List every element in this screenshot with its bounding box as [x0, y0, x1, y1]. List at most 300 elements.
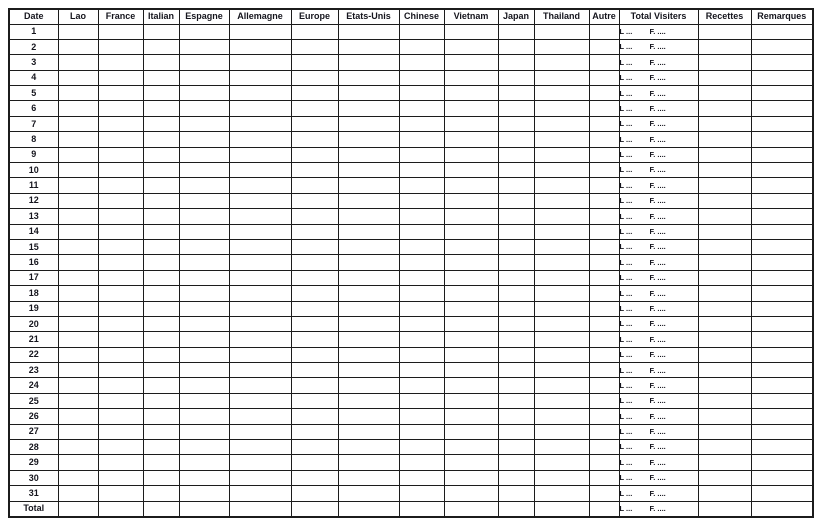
- entry-cell-etats-unis[interactable]: [338, 86, 399, 101]
- entry-cell-espagne[interactable]: [179, 440, 229, 455]
- total-visiters-cell[interactable]: [619, 132, 698, 147]
- entry-cell-vietnam[interactable]: [444, 255, 498, 270]
- entry-cell-allemagne[interactable]: [229, 455, 291, 470]
- entry-cell-chinese[interactable]: [399, 470, 444, 485]
- entry-cell-japan[interactable]: [498, 332, 534, 347]
- entry-cell-autre[interactable]: [589, 24, 619, 39]
- total-visiters-cell[interactable]: [619, 209, 698, 224]
- entry-cell-lao[interactable]: [58, 132, 98, 147]
- entry-cell-etats-unis[interactable]: [338, 193, 399, 208]
- entry-cell-chinese[interactable]: [399, 132, 444, 147]
- entry-cell-remarques[interactable]: [751, 178, 813, 193]
- entry-cell-autre[interactable]: [589, 332, 619, 347]
- entry-cell-chinese[interactable]: [399, 163, 444, 178]
- entry-cell-europe[interactable]: [291, 239, 338, 254]
- entry-cell-italian[interactable]: [143, 301, 179, 316]
- entry-cell-japan[interactable]: [498, 132, 534, 147]
- entry-cell-etats-unis[interactable]: [338, 286, 399, 301]
- entry-cell-espagne[interactable]: [179, 424, 229, 439]
- entry-cell-chinese[interactable]: [399, 147, 444, 162]
- entry-cell-lao[interactable]: [58, 332, 98, 347]
- entry-cell-japan[interactable]: [498, 270, 534, 285]
- entry-cell-france[interactable]: [98, 301, 143, 316]
- entry-cell-remarques[interactable]: [751, 501, 813, 516]
- entry-cell-vietnam[interactable]: [444, 378, 498, 393]
- entry-cell-japan[interactable]: [498, 239, 534, 254]
- entry-cell-japan[interactable]: [498, 316, 534, 331]
- entry-cell-vietnam[interactable]: [444, 332, 498, 347]
- entry-cell-vietnam[interactable]: [444, 501, 498, 516]
- entry-cell-france[interactable]: [98, 501, 143, 516]
- entry-cell-espagne[interactable]: [179, 193, 229, 208]
- entry-cell-espagne[interactable]: [179, 363, 229, 378]
- entry-cell-allemagne[interactable]: [229, 70, 291, 85]
- entry-cell-japan[interactable]: [498, 86, 534, 101]
- entry-cell-allemagne[interactable]: [229, 424, 291, 439]
- entry-cell-recettes[interactable]: [698, 409, 751, 424]
- entry-cell-japan[interactable]: [498, 424, 534, 439]
- entry-cell-italian[interactable]: [143, 39, 179, 54]
- entry-cell-france[interactable]: [98, 440, 143, 455]
- entry-cell-france[interactable]: [98, 286, 143, 301]
- entry-cell-remarques[interactable]: [751, 163, 813, 178]
- entry-cell-italian[interactable]: [143, 101, 179, 116]
- total-visiters-cell[interactable]: [619, 116, 698, 131]
- entry-cell-etats-unis[interactable]: [338, 393, 399, 408]
- entry-cell-espagne[interactable]: [179, 239, 229, 254]
- entry-cell-recettes[interactable]: [698, 224, 751, 239]
- entry-cell-japan[interactable]: [498, 301, 534, 316]
- entry-cell-chinese[interactable]: [399, 55, 444, 70]
- entry-cell-thailand[interactable]: [534, 55, 589, 70]
- entry-cell-france[interactable]: [98, 55, 143, 70]
- entry-cell-vietnam[interactable]: [444, 363, 498, 378]
- entry-cell-thailand[interactable]: [534, 440, 589, 455]
- entry-cell-lao[interactable]: [58, 101, 98, 116]
- entry-cell-europe[interactable]: [291, 209, 338, 224]
- entry-cell-allemagne[interactable]: [229, 101, 291, 116]
- entry-cell-thailand[interactable]: [534, 270, 589, 285]
- entry-cell-italian[interactable]: [143, 209, 179, 224]
- entry-cell-autre[interactable]: [589, 209, 619, 224]
- entry-cell-europe[interactable]: [291, 470, 338, 485]
- entry-cell-recettes[interactable]: [698, 193, 751, 208]
- entry-cell-espagne[interactable]: [179, 163, 229, 178]
- entry-cell-lao[interactable]: [58, 316, 98, 331]
- entry-cell-espagne[interactable]: [179, 86, 229, 101]
- entry-cell-france[interactable]: [98, 424, 143, 439]
- entry-cell-remarques[interactable]: [751, 147, 813, 162]
- entry-cell-recettes[interactable]: [698, 501, 751, 516]
- entry-cell-europe[interactable]: [291, 70, 338, 85]
- entry-cell-recettes[interactable]: [698, 363, 751, 378]
- entry-cell-espagne[interactable]: [179, 486, 229, 501]
- total-visiters-cell[interactable]: [619, 101, 698, 116]
- entry-cell-allemagne[interactable]: [229, 178, 291, 193]
- entry-cell-france[interactable]: [98, 455, 143, 470]
- total-visiters-cell[interactable]: [619, 178, 698, 193]
- entry-cell-france[interactable]: [98, 86, 143, 101]
- entry-cell-espagne[interactable]: [179, 39, 229, 54]
- entry-cell-recettes[interactable]: [698, 101, 751, 116]
- entry-cell-chinese[interactable]: [399, 393, 444, 408]
- entry-cell-thailand[interactable]: [534, 132, 589, 147]
- entry-cell-etats-unis[interactable]: [338, 301, 399, 316]
- entry-cell-recettes[interactable]: [698, 39, 751, 54]
- total-visiters-cell[interactable]: [619, 255, 698, 270]
- entry-cell-chinese[interactable]: [399, 39, 444, 54]
- entry-cell-japan[interactable]: [498, 470, 534, 485]
- entry-cell-lao[interactable]: [58, 24, 98, 39]
- entry-cell-chinese[interactable]: [399, 101, 444, 116]
- entry-cell-recettes[interactable]: [698, 255, 751, 270]
- entry-cell-remarques[interactable]: [751, 55, 813, 70]
- entry-cell-thailand[interactable]: [534, 24, 589, 39]
- entry-cell-thailand[interactable]: [534, 501, 589, 516]
- entry-cell-japan[interactable]: [498, 363, 534, 378]
- entry-cell-lao[interactable]: [58, 270, 98, 285]
- entry-cell-italian[interactable]: [143, 270, 179, 285]
- entry-cell-recettes[interactable]: [698, 163, 751, 178]
- entry-cell-remarques[interactable]: [751, 255, 813, 270]
- entry-cell-france[interactable]: [98, 332, 143, 347]
- entry-cell-autre[interactable]: [589, 347, 619, 362]
- entry-cell-allemagne[interactable]: [229, 116, 291, 131]
- entry-cell-recettes[interactable]: [698, 424, 751, 439]
- total-visiters-cell[interactable]: [619, 393, 698, 408]
- entry-cell-remarques[interactable]: [751, 332, 813, 347]
- entry-cell-vietnam[interactable]: [444, 347, 498, 362]
- entry-cell-italian[interactable]: [143, 224, 179, 239]
- entry-cell-etats-unis[interactable]: [338, 501, 399, 516]
- entry-cell-recettes[interactable]: [698, 270, 751, 285]
- entry-cell-france[interactable]: [98, 470, 143, 485]
- entry-cell-france[interactable]: [98, 147, 143, 162]
- entry-cell-lao[interactable]: [58, 116, 98, 131]
- entry-cell-japan[interactable]: [498, 101, 534, 116]
- entry-cell-europe[interactable]: [291, 378, 338, 393]
- entry-cell-italian[interactable]: [143, 255, 179, 270]
- entry-cell-etats-unis[interactable]: [338, 332, 399, 347]
- entry-cell-espagne[interactable]: [179, 501, 229, 516]
- entry-cell-espagne[interactable]: [179, 101, 229, 116]
- entry-cell-allemagne[interactable]: [229, 470, 291, 485]
- entry-cell-autre[interactable]: [589, 440, 619, 455]
- entry-cell-recettes[interactable]: [698, 440, 751, 455]
- entry-cell-remarques[interactable]: [751, 470, 813, 485]
- entry-cell-vietnam[interactable]: [444, 132, 498, 147]
- entry-cell-france[interactable]: [98, 209, 143, 224]
- total-visiters-cell[interactable]: [619, 55, 698, 70]
- total-visiters-cell[interactable]: [619, 501, 698, 516]
- entry-cell-lao[interactable]: [58, 347, 98, 362]
- entry-cell-japan[interactable]: [498, 440, 534, 455]
- entry-cell-remarques[interactable]: [751, 101, 813, 116]
- entry-cell-recettes[interactable]: [698, 116, 751, 131]
- entry-cell-chinese[interactable]: [399, 86, 444, 101]
- entry-cell-lao[interactable]: [58, 255, 98, 270]
- entry-cell-italian[interactable]: [143, 147, 179, 162]
- entry-cell-europe[interactable]: [291, 255, 338, 270]
- entry-cell-espagne[interactable]: [179, 393, 229, 408]
- entry-cell-europe[interactable]: [291, 501, 338, 516]
- entry-cell-allemagne[interactable]: [229, 55, 291, 70]
- entry-cell-france[interactable]: [98, 255, 143, 270]
- entry-cell-europe[interactable]: [291, 132, 338, 147]
- entry-cell-autre[interactable]: [589, 270, 619, 285]
- entry-cell-france[interactable]: [98, 363, 143, 378]
- entry-cell-chinese[interactable]: [399, 363, 444, 378]
- entry-cell-chinese[interactable]: [399, 347, 444, 362]
- entry-cell-vietnam[interactable]: [444, 101, 498, 116]
- entry-cell-france[interactable]: [98, 239, 143, 254]
- entry-cell-remarques[interactable]: [751, 409, 813, 424]
- entry-cell-espagne[interactable]: [179, 347, 229, 362]
- entry-cell-lao[interactable]: [58, 163, 98, 178]
- entry-cell-italian[interactable]: [143, 316, 179, 331]
- entry-cell-allemagne[interactable]: [229, 39, 291, 54]
- entry-cell-chinese[interactable]: [399, 70, 444, 85]
- entry-cell-allemagne[interactable]: [229, 409, 291, 424]
- entry-cell-remarques[interactable]: [751, 455, 813, 470]
- entry-cell-recettes[interactable]: [698, 132, 751, 147]
- entry-cell-chinese[interactable]: [399, 316, 444, 331]
- entry-cell-thailand[interactable]: [534, 455, 589, 470]
- entry-cell-vietnam[interactable]: [444, 70, 498, 85]
- entry-cell-japan[interactable]: [498, 39, 534, 54]
- entry-cell-remarques[interactable]: [751, 239, 813, 254]
- entry-cell-europe[interactable]: [291, 316, 338, 331]
- entry-cell-france[interactable]: [98, 101, 143, 116]
- entry-cell-chinese[interactable]: [399, 455, 444, 470]
- entry-cell-etats-unis[interactable]: [338, 70, 399, 85]
- entry-cell-france[interactable]: [98, 486, 143, 501]
- entry-cell-chinese[interactable]: [399, 424, 444, 439]
- entry-cell-etats-unis[interactable]: [338, 147, 399, 162]
- entry-cell-etats-unis[interactable]: [338, 440, 399, 455]
- entry-cell-thailand[interactable]: [534, 255, 589, 270]
- entry-cell-remarques[interactable]: [751, 70, 813, 85]
- entry-cell-thailand[interactable]: [534, 70, 589, 85]
- entry-cell-autre[interactable]: [589, 424, 619, 439]
- entry-cell-allemagne[interactable]: [229, 332, 291, 347]
- entry-cell-remarques[interactable]: [751, 286, 813, 301]
- entry-cell-thailand[interactable]: [534, 332, 589, 347]
- total-visiters-cell[interactable]: [619, 363, 698, 378]
- entry-cell-recettes[interactable]: [698, 55, 751, 70]
- entry-cell-autre[interactable]: [589, 255, 619, 270]
- entry-cell-vietnam[interactable]: [444, 163, 498, 178]
- total-visiters-cell[interactable]: [619, 86, 698, 101]
- entry-cell-lao[interactable]: [58, 501, 98, 516]
- entry-cell-espagne[interactable]: [179, 378, 229, 393]
- entry-cell-etats-unis[interactable]: [338, 132, 399, 147]
- entry-cell-italian[interactable]: [143, 378, 179, 393]
- entry-cell-vietnam[interactable]: [444, 424, 498, 439]
- entry-cell-italian[interactable]: [143, 440, 179, 455]
- entry-cell-espagne[interactable]: [179, 286, 229, 301]
- entry-cell-espagne[interactable]: [179, 209, 229, 224]
- entry-cell-vietnam[interactable]: [444, 147, 498, 162]
- entry-cell-europe[interactable]: [291, 101, 338, 116]
- entry-cell-espagne[interactable]: [179, 116, 229, 131]
- entry-cell-remarques[interactable]: [751, 132, 813, 147]
- entry-cell-remarques[interactable]: [751, 393, 813, 408]
- entry-cell-remarques[interactable]: [751, 193, 813, 208]
- entry-cell-thailand[interactable]: [534, 393, 589, 408]
- entry-cell-france[interactable]: [98, 378, 143, 393]
- entry-cell-allemagne[interactable]: [229, 86, 291, 101]
- entry-cell-france[interactable]: [98, 178, 143, 193]
- entry-cell-autre[interactable]: [589, 116, 619, 131]
- entry-cell-chinese[interactable]: [399, 332, 444, 347]
- entry-cell-europe[interactable]: [291, 163, 338, 178]
- entry-cell-autre[interactable]: [589, 486, 619, 501]
- entry-cell-thailand[interactable]: [534, 101, 589, 116]
- entry-cell-vietnam[interactable]: [444, 239, 498, 254]
- entry-cell-recettes[interactable]: [698, 86, 751, 101]
- entry-cell-thailand[interactable]: [534, 193, 589, 208]
- entry-cell-lao[interactable]: [58, 486, 98, 501]
- total-visiters-cell[interactable]: [619, 286, 698, 301]
- entry-cell-etats-unis[interactable]: [338, 224, 399, 239]
- entry-cell-allemagne[interactable]: [229, 347, 291, 362]
- entry-cell-japan[interactable]: [498, 209, 534, 224]
- entry-cell-autre[interactable]: [589, 132, 619, 147]
- entry-cell-allemagne[interactable]: [229, 301, 291, 316]
- entry-cell-japan[interactable]: [498, 178, 534, 193]
- entry-cell-autre[interactable]: [589, 409, 619, 424]
- entry-cell-etats-unis[interactable]: [338, 101, 399, 116]
- entry-cell-espagne[interactable]: [179, 316, 229, 331]
- entry-cell-espagne[interactable]: [179, 409, 229, 424]
- entry-cell-etats-unis[interactable]: [338, 209, 399, 224]
- total-visiters-cell[interactable]: [619, 316, 698, 331]
- entry-cell-recettes[interactable]: [698, 239, 751, 254]
- entry-cell-thailand[interactable]: [534, 316, 589, 331]
- entry-cell-etats-unis[interactable]: [338, 316, 399, 331]
- total-visiters-cell[interactable]: [619, 147, 698, 162]
- entry-cell-chinese[interactable]: [399, 24, 444, 39]
- total-visiters-cell[interactable]: [619, 347, 698, 362]
- total-visiters-cell[interactable]: [619, 239, 698, 254]
- entry-cell-italian[interactable]: [143, 163, 179, 178]
- total-visiters-cell[interactable]: [619, 424, 698, 439]
- entry-cell-espagne[interactable]: [179, 147, 229, 162]
- entry-cell-recettes[interactable]: [698, 209, 751, 224]
- entry-cell-allemagne[interactable]: [229, 163, 291, 178]
- entry-cell-lao[interactable]: [58, 424, 98, 439]
- total-visiters-cell[interactable]: [619, 39, 698, 54]
- entry-cell-japan[interactable]: [498, 393, 534, 408]
- entry-cell-europe[interactable]: [291, 147, 338, 162]
- entry-cell-vietnam[interactable]: [444, 116, 498, 131]
- entry-cell-recettes[interactable]: [698, 347, 751, 362]
- entry-cell-recettes[interactable]: [698, 286, 751, 301]
- entry-cell-europe[interactable]: [291, 393, 338, 408]
- entry-cell-autre[interactable]: [589, 301, 619, 316]
- entry-cell-vietnam[interactable]: [444, 409, 498, 424]
- entry-cell-etats-unis[interactable]: [338, 163, 399, 178]
- entry-cell-vietnam[interactable]: [444, 24, 498, 39]
- entry-cell-lao[interactable]: [58, 393, 98, 408]
- entry-cell-japan[interactable]: [498, 347, 534, 362]
- entry-cell-autre[interactable]: [589, 501, 619, 516]
- entry-cell-europe[interactable]: [291, 409, 338, 424]
- entry-cell-autre[interactable]: [589, 193, 619, 208]
- entry-cell-lao[interactable]: [58, 409, 98, 424]
- entry-cell-remarques[interactable]: [751, 486, 813, 501]
- entry-cell-allemagne[interactable]: [229, 316, 291, 331]
- total-visiters-cell[interactable]: [619, 24, 698, 39]
- entry-cell-recettes[interactable]: [698, 24, 751, 39]
- entry-cell-allemagne[interactable]: [229, 239, 291, 254]
- entry-cell-thailand[interactable]: [534, 178, 589, 193]
- entry-cell-chinese[interactable]: [399, 255, 444, 270]
- entry-cell-etats-unis[interactable]: [338, 116, 399, 131]
- entry-cell-japan[interactable]: [498, 501, 534, 516]
- entry-cell-europe[interactable]: [291, 424, 338, 439]
- entry-cell-etats-unis[interactable]: [338, 55, 399, 70]
- entry-cell-lao[interactable]: [58, 363, 98, 378]
- entry-cell-italian[interactable]: [143, 409, 179, 424]
- entry-cell-autre[interactable]: [589, 224, 619, 239]
- entry-cell-allemagne[interactable]: [229, 270, 291, 285]
- entry-cell-etats-unis[interactable]: [338, 24, 399, 39]
- entry-cell-thailand[interactable]: [534, 470, 589, 485]
- entry-cell-etats-unis[interactable]: [338, 255, 399, 270]
- entry-cell-recettes[interactable]: [698, 301, 751, 316]
- entry-cell-lao[interactable]: [58, 209, 98, 224]
- entry-cell-japan[interactable]: [498, 378, 534, 393]
- entry-cell-thailand[interactable]: [534, 301, 589, 316]
- entry-cell-recettes[interactable]: [698, 455, 751, 470]
- entry-cell-italian[interactable]: [143, 132, 179, 147]
- entry-cell-recettes[interactable]: [698, 393, 751, 408]
- entry-cell-lao[interactable]: [58, 178, 98, 193]
- entry-cell-lao[interactable]: [58, 86, 98, 101]
- total-visiters-cell[interactable]: [619, 440, 698, 455]
- entry-cell-chinese[interactable]: [399, 193, 444, 208]
- entry-cell-etats-unis[interactable]: [338, 378, 399, 393]
- entry-cell-france[interactable]: [98, 24, 143, 39]
- entry-cell-allemagne[interactable]: [229, 132, 291, 147]
- entry-cell-chinese[interactable]: [399, 239, 444, 254]
- entry-cell-japan[interactable]: [498, 193, 534, 208]
- entry-cell-recettes[interactable]: [698, 378, 751, 393]
- entry-cell-autre[interactable]: [589, 363, 619, 378]
- entry-cell-vietnam[interactable]: [444, 393, 498, 408]
- entry-cell-espagne[interactable]: [179, 270, 229, 285]
- entry-cell-vietnam[interactable]: [444, 193, 498, 208]
- entry-cell-thailand[interactable]: [534, 224, 589, 239]
- entry-cell-france[interactable]: [98, 132, 143, 147]
- entry-cell-europe[interactable]: [291, 455, 338, 470]
- entry-cell-japan[interactable]: [498, 116, 534, 131]
- entry-cell-chinese[interactable]: [399, 409, 444, 424]
- entry-cell-lao[interactable]: [58, 239, 98, 254]
- entry-cell-lao[interactable]: [58, 455, 98, 470]
- entry-cell-vietnam[interactable]: [444, 316, 498, 331]
- entry-cell-etats-unis[interactable]: [338, 270, 399, 285]
- entry-cell-lao[interactable]: [58, 286, 98, 301]
- entry-cell-allemagne[interactable]: [229, 378, 291, 393]
- entry-cell-remarques[interactable]: [751, 363, 813, 378]
- entry-cell-europe[interactable]: [291, 301, 338, 316]
- entry-cell-recettes[interactable]: [698, 70, 751, 85]
- entry-cell-italian[interactable]: [143, 455, 179, 470]
- entry-cell-europe[interactable]: [291, 270, 338, 285]
